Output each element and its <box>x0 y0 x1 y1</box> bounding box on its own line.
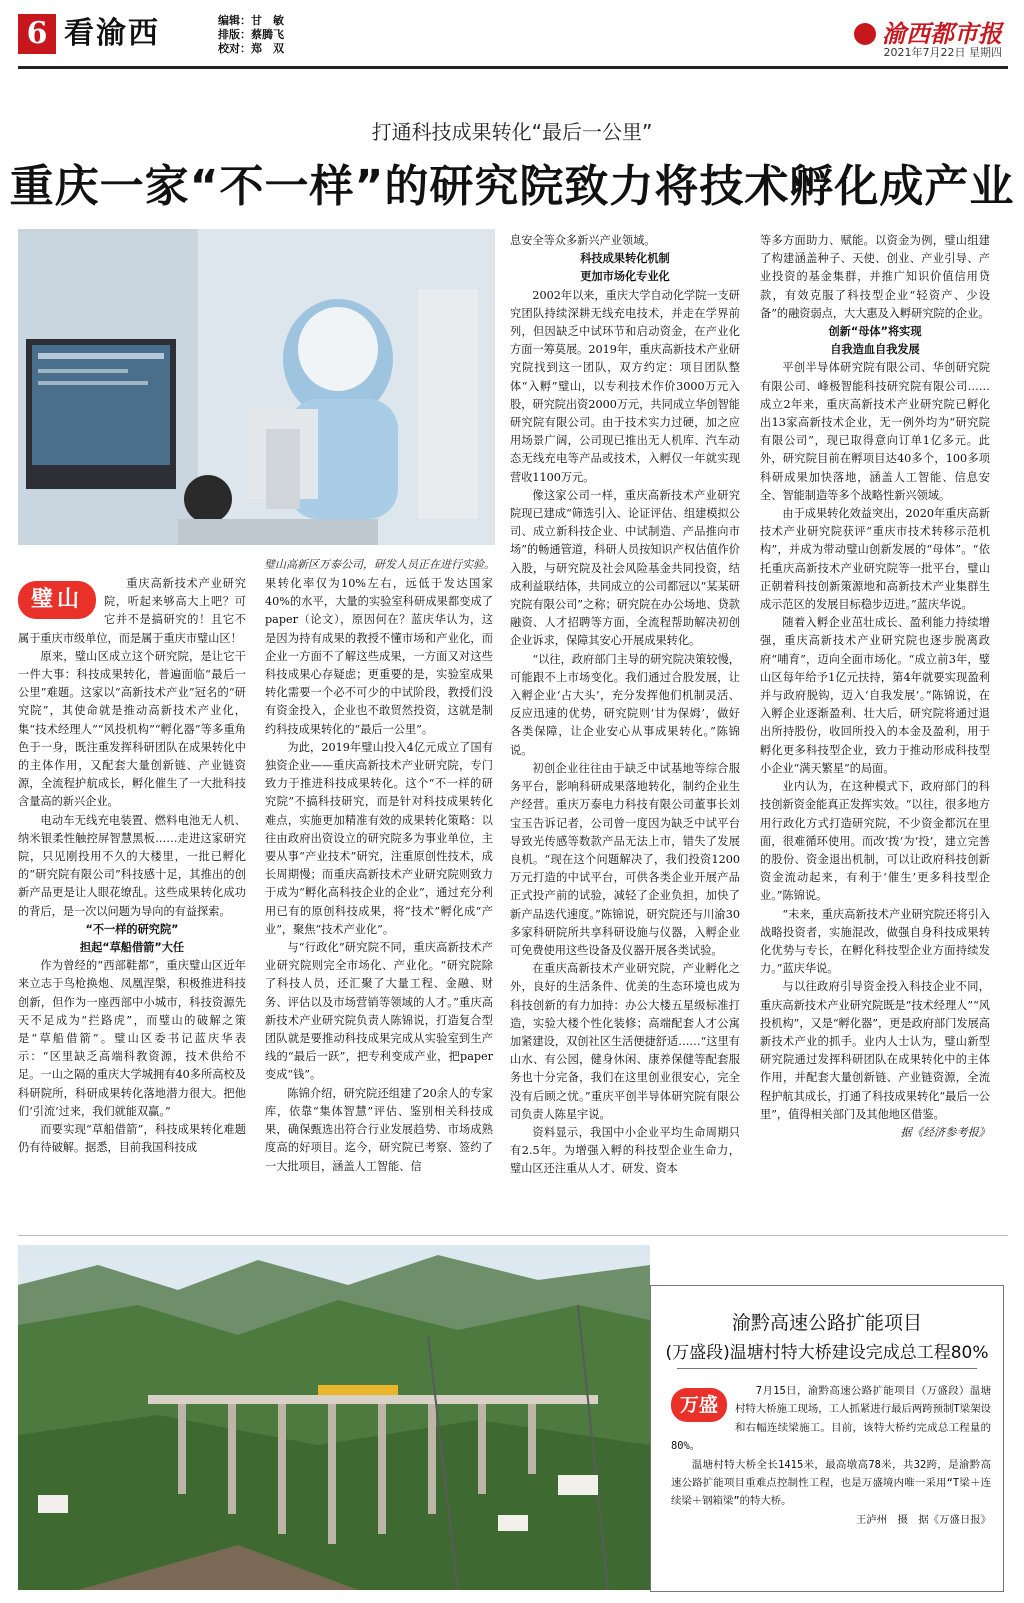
paragraph: 原来，璧山区成立这个研究院，是让它干一件大事：科技成果转化，普遍面临“最后一公里”难题。这家以“高新技术产业”冠名的“研究院”，其使命就是推动高新技术产业化，集“技术经理人”“风投机构”“孵化器”等多重角色于一身，既注重发挥科研团队在成果转化中的主体作用，又配套大量创新链、产业链资源，全流程护航成长，孵化催生了一大批科技含量高的新兴企业。 <box>18 649 246 809</box>
paragraph: 由于成果转化效益突出，2020年重庆高新技术产业研究院获评“重庆市技术转移示范机构”，并成为带动璧山创新发展的“母体”。“依托重庆高新技术产业研究院等一批平台，璧山正朝着科技创新策源地和高新技术产业集群生成示范区的发展目标稳步迈进。”蓝庆华说。 <box>760 507 990 612</box>
logo-icon <box>854 23 876 45</box>
editor-credits <box>218 14 284 56</box>
section-subhead: 担起“草船借箭”大任 <box>79 941 185 955</box>
page-header <box>18 14 1008 58</box>
lead-paragraph: 重庆高新技术产业研究院，听起来够高大上吧？可它并不是搞研究的！且它不属于重庆市级单位，而是属于重庆市璧山区！ <box>18 577 246 645</box>
section-name: 看渝西 <box>64 16 160 51</box>
bridge-photo <box>18 1245 650 1590</box>
paragraph: 与以往政府引导资金投入科技企业不同，重庆高新技术产业研究院既是“技术经理人”“风投机构”，又是“孵化器”，更是政府部门发展高新技术产业的抓手。业内人士认为，璧山新型研究院通过发挥科研团队在成果转化中的主体作用，并配套大量创新链、产业链资源，全流程护航其成长，打通了科技成果转化“最后一公里”，值得相关部门及其他地区借鉴。 <box>760 980 990 1121</box>
dateline-label: 璧山 <box>18 581 96 619</box>
section-subhead: “不一样的研究院” <box>85 922 179 936</box>
article-column-3 <box>510 232 740 1179</box>
bridge-news-box <box>650 1285 1004 1592</box>
paragraph: 2002年以来，重庆大学自动化学院一支研究团队持续深耕无线充电技术，并走在学界前列，但因缺乏中试环节和启动资金，在产业化方面一筹莫展。2019年，重庆高新技术产业研究院找到这一团队，双方约定：项目团队整体“入孵”璧山，以专利技术作价3000万元入股，研究院出资2000万元，共同成立华创智能研究院有限公司。由于技术实力过硬，加之应用场景广阔，公司现已推出无人机库、汽车动态无线充电等产品或技术，入孵仅一年就实现营收1100万元。 <box>510 288 740 484</box>
section-subhead: 更加市场化专业化 <box>580 270 670 284</box>
photo-caption: 璧山高新区万泰公司，研发人员正在进行实验。 <box>264 558 495 571</box>
bridge-illustration <box>18 1245 650 1590</box>
article-column-2 <box>265 575 493 1176</box>
bridge-subtitle: (万盛段)温塘村特大桥建设完成总工程80% <box>665 1343 989 1363</box>
bridge-body <box>671 1382 991 1529</box>
paragraph: 平创半导体研究院有限公司、华创研究院有限公司、峰极智能科技研究院有限公司……成立2年来，重庆高新技术产业研究院已孵化出13家高新技术企业，无一例外均为“研究院有限公司”，现已取得意向订单1亿多元。此外，研究院目前在孵项目达40多个，100多项科研成果加快落地，涵盖人工智能、信息安全、智能制造等多个战略性新兴领域。 <box>760 361 990 502</box>
paragraph: 在重庆高新技术产业研究院，产业孵化之外，良好的生活条件、优美的生态环境也成为科技创新的有力加持：办公大楼五星级标准打造，实验大楼个性化装修；高端配套人才公寓加紧建设，双创社区生活便捷舒适……“这里有山水、有公园，健身休闲、康养保健等配套服务也十分完备，我们在这里创业很安心，完全没有后顾之忧。”重庆平创半导体研究院有限公司负责人陈星宇说。 <box>510 962 740 1121</box>
paragraph: 果转化率仅为10%左右，远低于发达国家40%的水平，大量的实验室科研成果都变成了paper（论文），原因何在？蓝庆华认为，这是因为持有成果的教授不懂市场和产业化，而企业一方面不了解这些成果，一方面又对这些科技成果心存疑虑；更重要的是，实验室成果转化需要一个必不可少的中试阶段，教授们没有资金投入，企业也不敢贸然投资，这就是制约科技成果转化的“最后一公里”。 <box>265 577 493 736</box>
bridge-title: 渝黔高速公路扩能项目 <box>731 1312 922 1334</box>
credit-editor: 编辑：甘 敏 <box>218 14 284 27</box>
paragraph: 等多方面助力、赋能。以资金为例，璧山组建了构建涵盖种子、天使、创业、产业引导、产业投资的基金集群，并推广知识价值信用贷款，有效克服了科技型企业“轻资产、少设备”的融资弱点，大大惠及入孵研究院的企业。 <box>760 234 990 320</box>
paragraph: “未来，重庆高新技术产业研究院还将引入战略投资者，实施混改，做强自身科技成果转化优势与专长，在孵化科技型企业方面持续发力。”蓝庆华说。 <box>760 907 990 976</box>
credit-proof: 校对：郑 双 <box>218 42 284 55</box>
paragraph: 随着入孵企业茁壮成长、盈利能力持续增强，重庆高新技术产业研究院也逐步脱离政府“哺育”，迈向全面市场化。“成立前3年，璧山区每年给予1亿元扶持，第4年就要实现盈利并与政府脱钩，迈入‘自我发展’。”陈锦说，在入孵企业逐渐盈利、壮大后，研究院将通过退出所持股份，收回所投入的本金及盈利，用于孵化更多科技型企业，致力于推动形成科技型小企业“满天繁星”的局面。 <box>760 616 990 775</box>
paragraph: 息安全等众多新兴产业领域。 <box>510 234 656 247</box>
paragraph: 7月15日，渝黔高速公路扩能项目（万盛段）温塘村特大桥施工现场，工人抓紧进行最后两跨预制T梁架设和右幅连续梁施工。目前，该特大桥约完成总工程量的80%。 <box>671 1385 991 1453</box>
lab-photo <box>18 229 495 545</box>
article-subheadline: 打通科技成果转化“最后一公里” <box>371 120 653 144</box>
title-rule <box>677 1368 977 1369</box>
logo-text: 渝西都市报 <box>882 19 1002 48</box>
paragraph: 像这家公司一样，重庆高新技术产业研究院现已建成“筛选引入、论证评估、组建模拟公司、成立新科技企业、中试制造、产品推向市场”的畅通管道，科研人员按知识产权估值作价入股，与研究院及社会风险基金共同投资，结成利益联结体，共同成立的公司都冠以“某某研究院有限公司”之称；研究院在办公场地、贷款融资、人才招聘等方面，全流程帮助解决初创企业诉求，保障其安心开展成果转化。 <box>510 488 740 648</box>
lab-illustration <box>18 229 495 545</box>
paragraph: 作为曾经的“西部鞋都”，重庆璧山区近年来立志于鸟枪换炮、凤凰涅槃，积极推进科技创新，但作为一座西部中小城市，科技资源先天不足成为“拦路虎”，而璧山的破解之策是“草船借箭”。璧山区委书记蓝庆华表示：“区里缺乏高端科教资源，技术供给不足。一山之隔的重庆大学城拥有40多所高校及科研院所，科研成果转化落地潜力很大。把他们‘引流’过来，我们就能双赢。” <box>18 959 246 1118</box>
paragraph: 初创企业往往由于缺乏中试基地等综合服务平台，影响科研成果落地转化，制约企业生产经营。重庆万泰电力科技有限公司董事长刘宝玉告诉记者，公司曾一度因为缺乏中试平台导致光传感等数款产品无法上市，错失了发展良机。“现在这个问题解决了，我们投资1200万元打造的中试平台，可供各类企业开展产品正式投产前的试验，减轻了企业负担，加快了新产品迭代速度。”陈锦说，研究院还与川渝30多家科研院所共享科研设施与仪器，入孵企业可免费使用这些设备及仪器开展各类试验。 <box>510 761 740 957</box>
paragraph: 电动车无线充电装置、燃料电池无人机、纳米银柔性触控屏智慧黑板……走进这家研究院，只见刚投用不久的大楼里，一批已孵化的“研究院有限公司”科技感十足，其推出的创新产品更是让人眼花缭乱。这些成果转化成功的背后，是一次以问题为导向的有益探索。 <box>18 813 246 918</box>
section-subhead: 自我造血自我发展 <box>830 343 920 357</box>
article-source: 据《经济参考报》 <box>900 1125 990 1139</box>
section-divider <box>18 1235 1008 1236</box>
photo-credit: 王泸州 摄 据《万盛日报》 <box>855 1513 991 1526</box>
article-column-4 <box>760 232 990 1142</box>
paragraph: 业内认为，在这种模式下，政府部门的科技创新资金能真正发挥实效。“以往，很多地方用行政化方式打造研究院，不少资金都沉在里面，很难循环使用。而改‘拨’为‘投’，建立完善的股份、资金退出机制，可以让政府科技创新资金流动起来，有利于‘催生’更多科技型企业。”陈锦说。 <box>760 780 990 903</box>
paragraph: 与“行政化”研究院不同，重庆高新技术产业研究院则完全市场化、产业化。“研究院除了科技人员，还汇聚了大量工程、金融、财务、评估以及市场营销等领域的人才。”重庆高新技术产业研究院负责人陈锦说，打造复合型团队就是要推动科技成果完成从实验室到生产线的“最后一跃”，把专利变成产业，把paper变成“钱”。 <box>265 941 493 1082</box>
header-rule <box>18 66 1008 69</box>
section-subhead: 创新“母体”将实现 <box>828 325 922 339</box>
credit-layout: 排版：蔡腾飞 <box>218 28 284 41</box>
article-headline: 重庆一家“不一样”的研究院致力将技术孵化成产业 <box>9 161 1015 212</box>
issue-date: 2021年7月22日 星期四 <box>883 46 1002 59</box>
paragraph: “以往，政府部门主导的研究院决策较慢，可能跟不上市场变化。我们通过合股发展，让入孵企业‘占大头’，充分发挥他们机制灵活、反应迅速的优势，研究院则‘甘为保姆’，做好各类保障，让企业安心从事成果转化。”陈锦说。 <box>510 652 740 757</box>
paragraph: 陈锦介绍，研究院还组建了20余人的专家库，依靠“集体智慧”评估、鉴别相关科技成果，确保甄选出符合行业发展趋势、市场成熟度高的好项目。迄今，研究院已考察、签约了一大批项目，涵盖人工智能、信 <box>265 1086 493 1173</box>
paragraph: 资料显示，我国中小企业平均生命周期只有2.5年。为增强入孵的科技型企业生命力，璧山区还注重从人才、研发、资本 <box>510 1125 740 1176</box>
page-number: 6 <box>18 14 56 54</box>
paragraph: 温塘村特大桥全长1415米，最高墩高78米，共32跨，是渝黔高速公路扩能项目重难点控制性工程，也是万盛境内唯一采用“T梁＋连续梁＋钢箱梁”的特大桥。 <box>671 1458 991 1508</box>
paragraph: 为此，2019年璧山投入4亿元成立了国有独资企业——重庆高新技术产业研究院，专门致力于推进科技成果转化。这个“不一样的研究院”不搞科技研究，而是针对科技成果转化难点，实施更加精准有效的成果转化策略：以往由政府出资设立的研究院多为事业单位，主要从事“产业技术”研究，注重原创性技术，成长周期慢；而重庆高新技术产业研究院则致力于成为“孵化高科技企业的企业”，通过充分利用已有的原创科技成果，将“技术”孵化成“产业”，聚焦“技术产业化”。 <box>265 740 493 936</box>
section-subhead: 科技成果转化机制 <box>580 252 670 266</box>
paragraph: 而要实现“草船借箭”，科技成果转化难题仍有待破解。据悉，目前我国科技成 <box>18 1123 246 1155</box>
article-column-1 <box>18 575 246 1158</box>
dateline-label: 万盛 <box>671 1388 727 1422</box>
